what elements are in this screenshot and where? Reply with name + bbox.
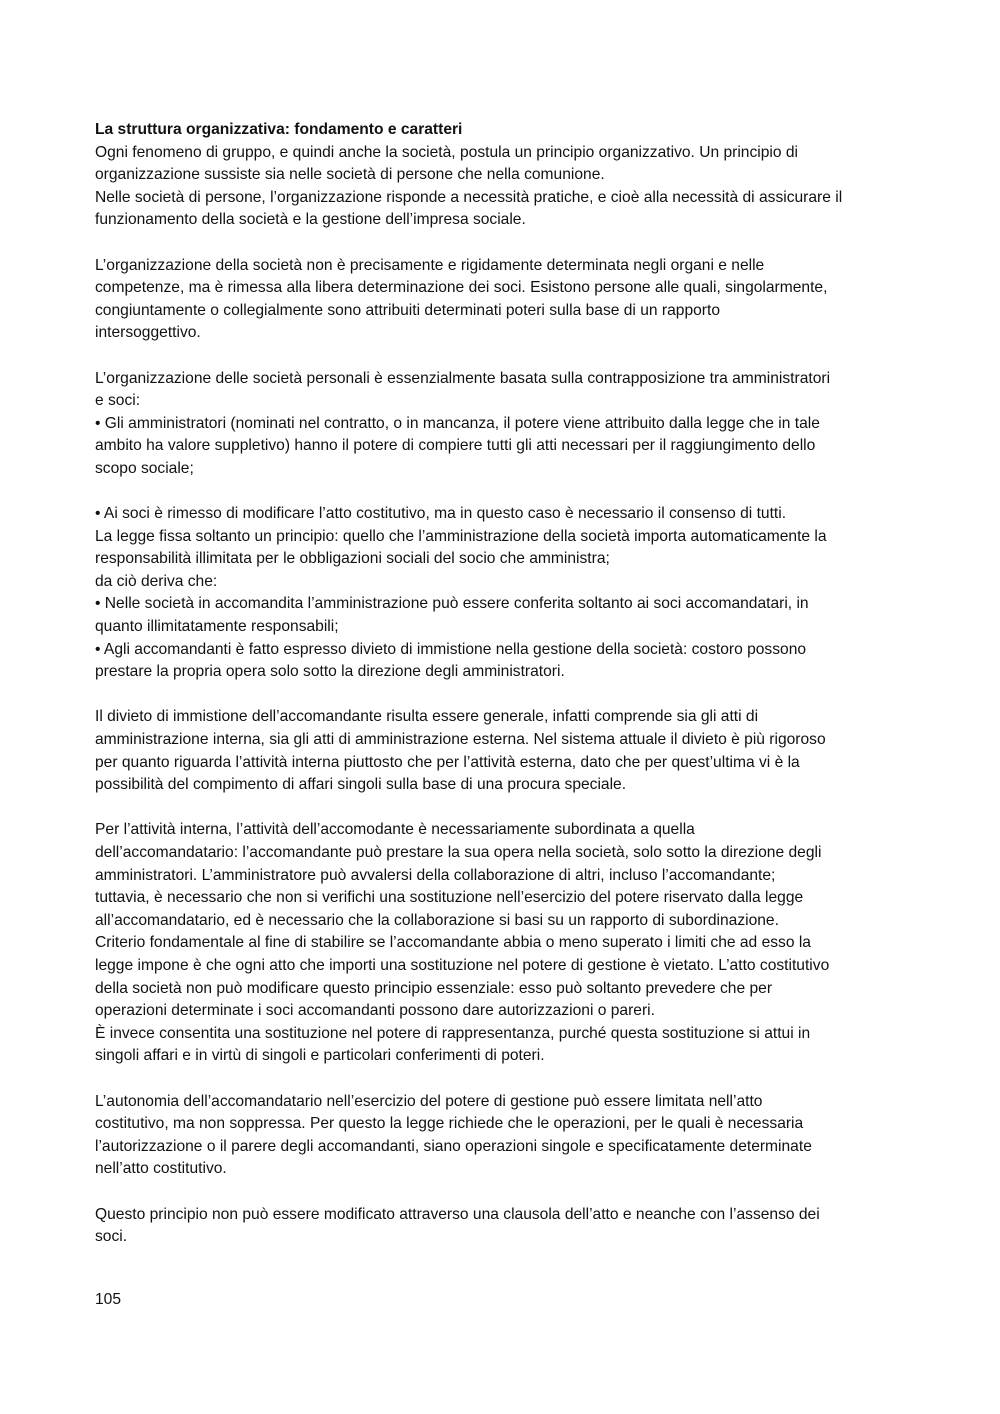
section-title: La struttura organizzativa: fondamento e caratteri bbox=[95, 121, 463, 138]
paragraph-spacer bbox=[95, 1181, 915, 1204]
paragraph-spacer bbox=[95, 684, 915, 707]
paragraph-spacer bbox=[95, 1068, 915, 1091]
paragraph-autonomy: L’autonomia dell’accomandatario nell’esercizio del potere di gestione può essere limitata nell’atto costitutivo, ma non soppressa. Per questo la legge richiede che le operazioni, per le quali è necessaria l’autorizzazione o il parere degli accomandanti, siano operazioni singole e specificatamente determinate nell’atto costitutivo. bbox=[95, 1092, 812, 1178]
paragraph-partners-rules: • Ai soci è rimesso di modificare l’atto costitutivo, ma in questo caso è necessario il consenso di tutti. La legge fissa soltanto un principio: quello che l’amministrazione della società importa automaticamente la responsabilità illimitata per le obbligazioni sociali del socio che amministra; da ciò deriva che: • Nelle società in accomandita l’amministrazione può essere conferita soltanto ai soci accomandatari, in quanto illimitatamente responsabili; • Agli accomandanti è fatto espresso divieto di immistione nella gestione della società: costoro possono prestare la propria opera solo sotto la direzione degli amministratori. bbox=[95, 505, 827, 681]
paragraph-internal-activity: Per l’attività interna, l’attività dell’accomodante è necessariamente subordinata a quella dell’accomandatario: l’accomandante può prestare la sua opera nella società, solo sotto la direzione degli amministratori. L’amministratore può avvalersi della collaborazione di altri, incluso l’accomandante; tuttavia, è necessario che non si verifichi una sostituzione nell’esercizio del potere riservato dalla legge all’accomandatario, ed è necessario che la collaborazione si basi su un rapporto di subordinazione. Criterio fondamentale al fine di stabilire se l’accomandante abbia o meno superato i limiti che ad esso la legge impone è che ogni atto che importi una sostituzione nel potere di gestione è vietato. L’atto costitutivo della società non può modificare questo principio essenziale: esso può soltanto prevedere che per operazioni determinate i soci accomandanti possono dare autorizzazioni o pareri. È invece consentita una sostituzione nel potere di rappresentanza, purché questa sostituzione si attui in singoli affari e in virtù di singoli e particolari conferimenti di poteri. bbox=[95, 821, 830, 1065]
document-body bbox=[95, 119, 915, 1249]
paragraph-spacer bbox=[95, 345, 915, 368]
paragraph-prohibition: Il divieto di immistione dell’accomandante risulta essere generale, infatti comprende sia gli atti di amministrazione interna, sia gli atti di amministrazione esterna. Nel sistema attuale il divieto è più rigoroso per quanto riguarda l’attività interna piuttosto che per l’attività esterna, dato che per quest’ultima vi è la possibilità del compimento di affari singoli sulla base di una procura speciale. bbox=[95, 708, 826, 794]
paragraph-spacer bbox=[95, 232, 915, 255]
page-number: 105 bbox=[95, 1291, 122, 1308]
paragraph-administrators: L’organizzazione delle società personali è essenzialmente basata sulla contrapposizione tra amministratori e soci: • Gli amministratori (nominati nel contratto, o in mancanza, il potere viene attribuito dalla legge che in tale ambito ha valore suppletivo) hanno il potere di compiere tutti gli atti necessari per il raggiungimento dello scopo sociale; bbox=[95, 369, 831, 477]
paragraph-organization: L’organizzazione della società non è precisamente e rigidamente determinata negli organi e nelle competenze, ma è rimessa alla libera determinazione dei soci. Esistono persone alle quali, singolarmente, congiuntamente o collegialmente sono attribuiti determinati poteri sulla base di un rapporto intersoggettivo. bbox=[95, 256, 828, 342]
paragraph-spacer bbox=[95, 481, 915, 504]
paragraph-principle: Questo principio non può essere modificato attraverso una clausola dell’atto e neanche con l’assenso dei soci. bbox=[95, 1205, 820, 1246]
paragraph-spacer bbox=[95, 797, 915, 820]
paragraph-intro: Ogni fenomeno di gruppo, e quindi anche la società, postula un principio organizzativo. Un principio di organizzazione sussiste sia nelle società di persone che nella comunione. Nelle società di persone, l’organizzazione risponde a necessità pratiche, e cioè alla necessità di assicurare il funzionamento della società e la gestione dell’impresa sociale. bbox=[95, 143, 843, 229]
